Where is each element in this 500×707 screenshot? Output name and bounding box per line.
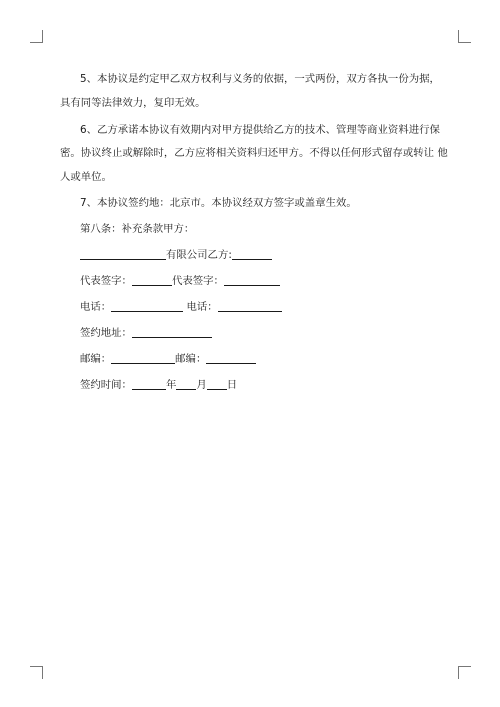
phone-blank-b[interactable] (218, 300, 282, 312)
clause-7-line-1: 7、本协议签约地：北京市。本协议经双方签字或盖章生效。 (80, 197, 357, 209)
phone-label-a: 电话： (80, 301, 112, 313)
rep-sign-blank-b[interactable] (224, 274, 280, 286)
party-a-company-blank[interactable] (80, 248, 166, 260)
rep-sign-line (80, 274, 470, 288)
sign-time-label: 签约时间： (80, 379, 132, 391)
postcode-label-a: 邮编： (80, 353, 112, 365)
address-label: 签约地址： (80, 327, 132, 339)
postcode-blank-a[interactable] (111, 352, 175, 364)
clause-5-line-2: 具有同等法律效力，复印无效。 (60, 97, 206, 109)
supplementary-clause: 第八条：补充条款甲方： (80, 223, 195, 235)
postcode-line (80, 352, 470, 366)
clause-6-line-3: 人或单位。 (60, 171, 112, 183)
phone-label-b: 电话： (186, 301, 218, 313)
phone-line (80, 300, 470, 314)
phone-blank-a[interactable] (111, 300, 183, 312)
clause-5-line-1: 5、本协议是约定甲乙双方权利与义务的依据，一式两份，双方各执一份为据， (80, 73, 440, 85)
rep-sign-label-a: 代表签字： (80, 275, 132, 287)
clause-6-line-2: 密。协议终止或解除时，乙方应将相关资料归还甲方。不得以任何形式留存或转让 他 (60, 147, 448, 159)
crop-mark-top-right (458, 30, 471, 43)
company-suffix: 有限公司乙方: (166, 249, 232, 261)
company-line (80, 248, 470, 262)
month-label: 月 (196, 379, 207, 391)
year-blank[interactable] (132, 378, 166, 390)
month-blank[interactable] (176, 378, 196, 390)
rep-sign-label-b: 代表签字： (171, 275, 224, 287)
year-label: 年 (165, 379, 177, 391)
clause-6-line-1: 6、乙方承诺本协议有效期内对甲方提供给乙方的技术、管理等商业资料进行保 (80, 124, 440, 136)
crop-mark-top-left (30, 30, 43, 43)
address-blank[interactable] (132, 326, 212, 338)
day-blank[interactable] (207, 378, 227, 390)
sign-time-line (80, 378, 470, 392)
rep-sign-blank-a[interactable] (132, 274, 172, 286)
crop-mark-bottom-left (30, 666, 43, 679)
crop-mark-bottom-right (458, 666, 471, 679)
party-b-blank[interactable] (232, 248, 272, 260)
postcode-blank-b[interactable] (206, 352, 256, 364)
address-line (80, 326, 470, 340)
postcode-label-b: 邮编： (175, 353, 207, 365)
day-label: 日 (226, 379, 238, 391)
